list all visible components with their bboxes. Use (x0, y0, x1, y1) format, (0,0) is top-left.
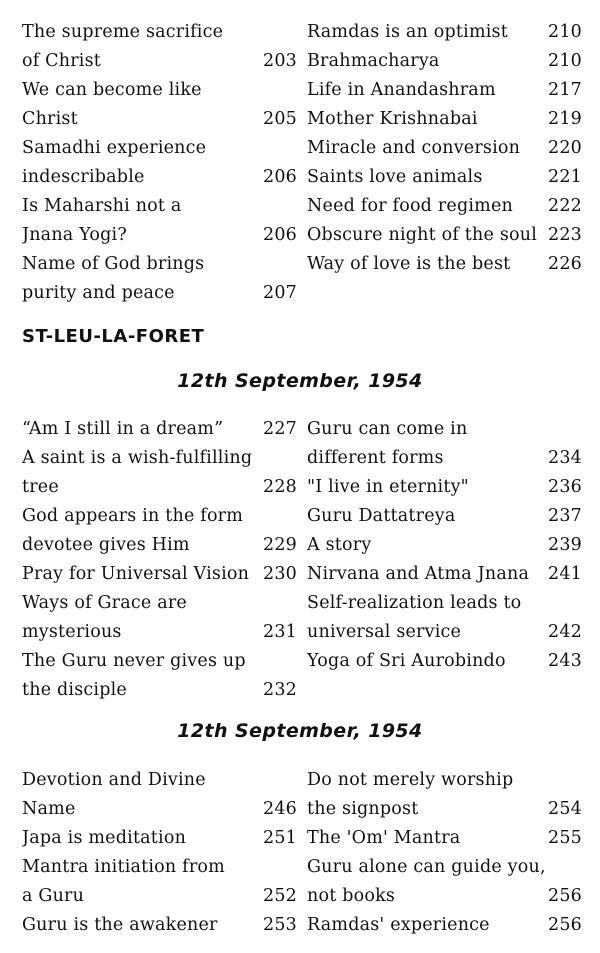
toc-entry (22, 192, 297, 221)
toc-entry-title: Guru can come in (307, 419, 468, 439)
toc-entry-title: Life in Anandashram (307, 80, 496, 100)
toc-entry-title: Yoga of Sri Aurobindo (307, 651, 506, 671)
toc-entry (307, 560, 582, 589)
toc-entry-title: The 'Om' Mantra (307, 828, 461, 848)
toc-entry-page-number: 207 (262, 283, 297, 303)
toc-entry-page-number: 253 (262, 915, 297, 935)
toc-entry (22, 824, 297, 853)
toc-entry (22, 18, 297, 47)
toc-entry-title: tree (22, 477, 59, 497)
toc-entry (307, 18, 582, 47)
toc-entry (307, 589, 582, 618)
toc-entry-title: a Guru (22, 886, 85, 906)
toc-entry-title: Japa is meditation (22, 828, 187, 848)
toc-entry-title: Mantra initiation from (22, 857, 225, 877)
toc-entry (22, 502, 297, 531)
toc-entry-title: Guru is the awakener (22, 915, 218, 935)
toc-entry-page-number: 228 (262, 477, 297, 497)
toc-entry-page-number: 220 (547, 138, 582, 158)
toc-entry (307, 647, 582, 676)
toc-entry (22, 853, 297, 882)
toc-entry (307, 134, 582, 163)
toc-entry-title: God appears in the form (22, 506, 244, 526)
toc-entry-title: A story (307, 535, 372, 555)
toc-entry (22, 560, 297, 589)
toc-entry (22, 473, 297, 502)
toc-entry-title: Christ (22, 109, 78, 129)
toc-entry (307, 221, 582, 250)
toc-entry (22, 647, 297, 676)
toc-entry (307, 444, 582, 473)
section-3-date-heading: 12th September, 1954 (177, 720, 423, 742)
toc-entry-page-number: 251 (262, 828, 297, 848)
toc-entry-title: Miracle and conversion (307, 138, 521, 158)
section-3-left-column (22, 766, 297, 940)
toc-entry (307, 192, 582, 221)
section-1-left-column (22, 18, 297, 308)
toc-entry (307, 531, 582, 560)
toc-entry-title: Name of God brings (22, 254, 205, 274)
toc-entry (307, 853, 582, 882)
toc-entry (307, 163, 582, 192)
toc-entry-title: The Guru never gives up (22, 651, 246, 671)
toc-entry-title: Nirvana and Atma Jnana (307, 564, 530, 584)
toc-entry-page-number: 239 (547, 535, 582, 555)
toc-entry (22, 444, 297, 473)
toc-entry-page-number: 230 (262, 564, 297, 584)
toc-entry-title: purity and peace (22, 283, 175, 303)
toc-entry-page-number: 223 (547, 225, 582, 245)
toc-entry-page-number: 246 (262, 799, 297, 819)
toc-entry-page-number: 234 (547, 448, 582, 468)
toc-entry-title: Devotion and Divine (22, 770, 206, 790)
toc-entry-page-number: 217 (547, 80, 582, 100)
section-2-date-heading: 12th September, 1954 (177, 370, 423, 392)
toc-entry (22, 221, 297, 250)
toc-entry-title: the disciple (22, 680, 127, 700)
toc-entry-page-number: 231 (262, 622, 297, 642)
toc-entry-title: of Christ (22, 51, 102, 71)
toc-entry (307, 766, 582, 795)
toc-entry (22, 531, 297, 560)
toc-entry-page-number: 205 (262, 109, 297, 129)
toc-entry-title: devotee gives Him (22, 535, 190, 555)
toc-entry-page-number: 232 (262, 680, 297, 700)
toc-entry (307, 105, 582, 134)
toc-entry (307, 502, 582, 531)
toc-entry-page-number: 241 (547, 564, 582, 584)
toc-entry (22, 76, 297, 105)
toc-entry (22, 618, 297, 647)
toc-entry-page-number: 203 (262, 51, 297, 71)
toc-entry (307, 618, 582, 647)
toc-entry (22, 163, 297, 192)
toc-entry-page-number: 254 (547, 799, 582, 819)
toc-entry (307, 473, 582, 502)
toc-entry (22, 795, 297, 824)
toc-entry-page-number: 226 (547, 254, 582, 274)
toc-entry-title: We can become like (22, 80, 202, 100)
toc-entry-title: Guru Dattatreya (307, 506, 456, 526)
toc-entry-title: Ramdas is an optimist (307, 22, 508, 42)
toc-entry-page-number: 227 (262, 419, 297, 439)
toc-entry (307, 47, 582, 76)
toc-entry (22, 676, 297, 705)
toc-entry-title: Need for food regimen (307, 196, 513, 216)
section-2-right-column (307, 415, 582, 705)
toc-entry (22, 882, 297, 911)
toc-entry (22, 279, 297, 308)
section-2-entries (22, 415, 582, 705)
toc-entry-title: universal service (307, 622, 462, 642)
toc-entry-title: Samadhi experience (22, 138, 207, 158)
toc-entry-title: the signpost (307, 799, 419, 819)
toc-entry-title: Do not merely worship (307, 770, 514, 790)
toc-entry (307, 76, 582, 105)
toc-entry-title: A saint is a wish-fulfilling (22, 448, 253, 468)
toc-entry-title: mysterious (22, 622, 122, 642)
toc-entry (307, 882, 582, 911)
toc-entry-title: Jnana Yogi? (22, 225, 127, 245)
toc-entry-page-number: 221 (547, 167, 582, 187)
toc-entry-title: Obscure night of the soul (307, 225, 538, 245)
toc-entry-title: different forms (307, 448, 444, 468)
toc-entry (22, 47, 297, 76)
toc-entry-page-number: 252 (262, 886, 297, 906)
toc-entry-title: indescribable (22, 167, 145, 187)
toc-entry (307, 824, 582, 853)
toc-entry (307, 415, 582, 444)
toc-entry-page-number: 242 (547, 622, 582, 642)
place-heading: ST-LEU-LA-FORET (22, 326, 205, 347)
toc-entry-title: Way of love is the best (307, 254, 511, 274)
section-1-right-column (307, 18, 582, 308)
toc-entry-page-number: 255 (547, 828, 582, 848)
toc-entry-page-number: 229 (262, 535, 297, 555)
toc-entry (307, 911, 582, 940)
section-2-left-column (22, 415, 297, 705)
toc-entry-page-number: 256 (547, 915, 582, 935)
toc-entry-title: Ways of Grace are (22, 593, 187, 613)
toc-entry (22, 589, 297, 618)
toc-entry-title: The supreme sacrifice (22, 22, 224, 42)
toc-entry-title: Guru alone can guide you, (307, 857, 546, 877)
toc-entry-title: not books (307, 886, 396, 906)
toc-entry-page-number: 210 (547, 22, 582, 42)
toc-entry-title: Mother Krishnabai (307, 109, 478, 129)
toc-entry-page-number: 243 (547, 651, 582, 671)
toc-entry-page-number: 222 (547, 196, 582, 216)
toc-entry-page-number: 206 (262, 167, 297, 187)
toc-entry (22, 134, 297, 163)
toc-entry-title: “Am I still in a dream” (22, 419, 224, 439)
toc-entry-title: Saints love animals (307, 167, 483, 187)
toc-entry (22, 250, 297, 279)
toc-entry-page-number: 210 (547, 51, 582, 71)
toc-entry (307, 795, 582, 824)
toc-entry-page-number: 236 (547, 477, 582, 497)
toc-entry-page-number: 206 (262, 225, 297, 245)
toc-entry-title: Brahmacharya (307, 51, 440, 71)
toc-entry (22, 415, 297, 444)
toc-entry-title: Name (22, 799, 76, 819)
section-3-right-column (307, 766, 582, 940)
toc-entry (22, 766, 297, 795)
toc-entry (22, 105, 297, 134)
toc-entry-page-number: 237 (547, 506, 582, 526)
toc-entry-title: "I live in eternity" (307, 477, 469, 497)
section-1-entries (22, 18, 582, 308)
toc-entry-page-number: 219 (547, 109, 582, 129)
toc-entry (22, 911, 297, 940)
toc-entry-title: Ramdas' experience (307, 915, 490, 935)
toc-entry-title: Pray for Universal Vision (22, 564, 250, 584)
toc-entry-title: Self-realization leads to (307, 593, 522, 613)
toc-entry (307, 250, 582, 279)
section-3-entries (22, 766, 582, 940)
toc-entry-page-number: 256 (547, 886, 582, 906)
toc-entry-title: Is Maharshi not a (22, 196, 182, 216)
